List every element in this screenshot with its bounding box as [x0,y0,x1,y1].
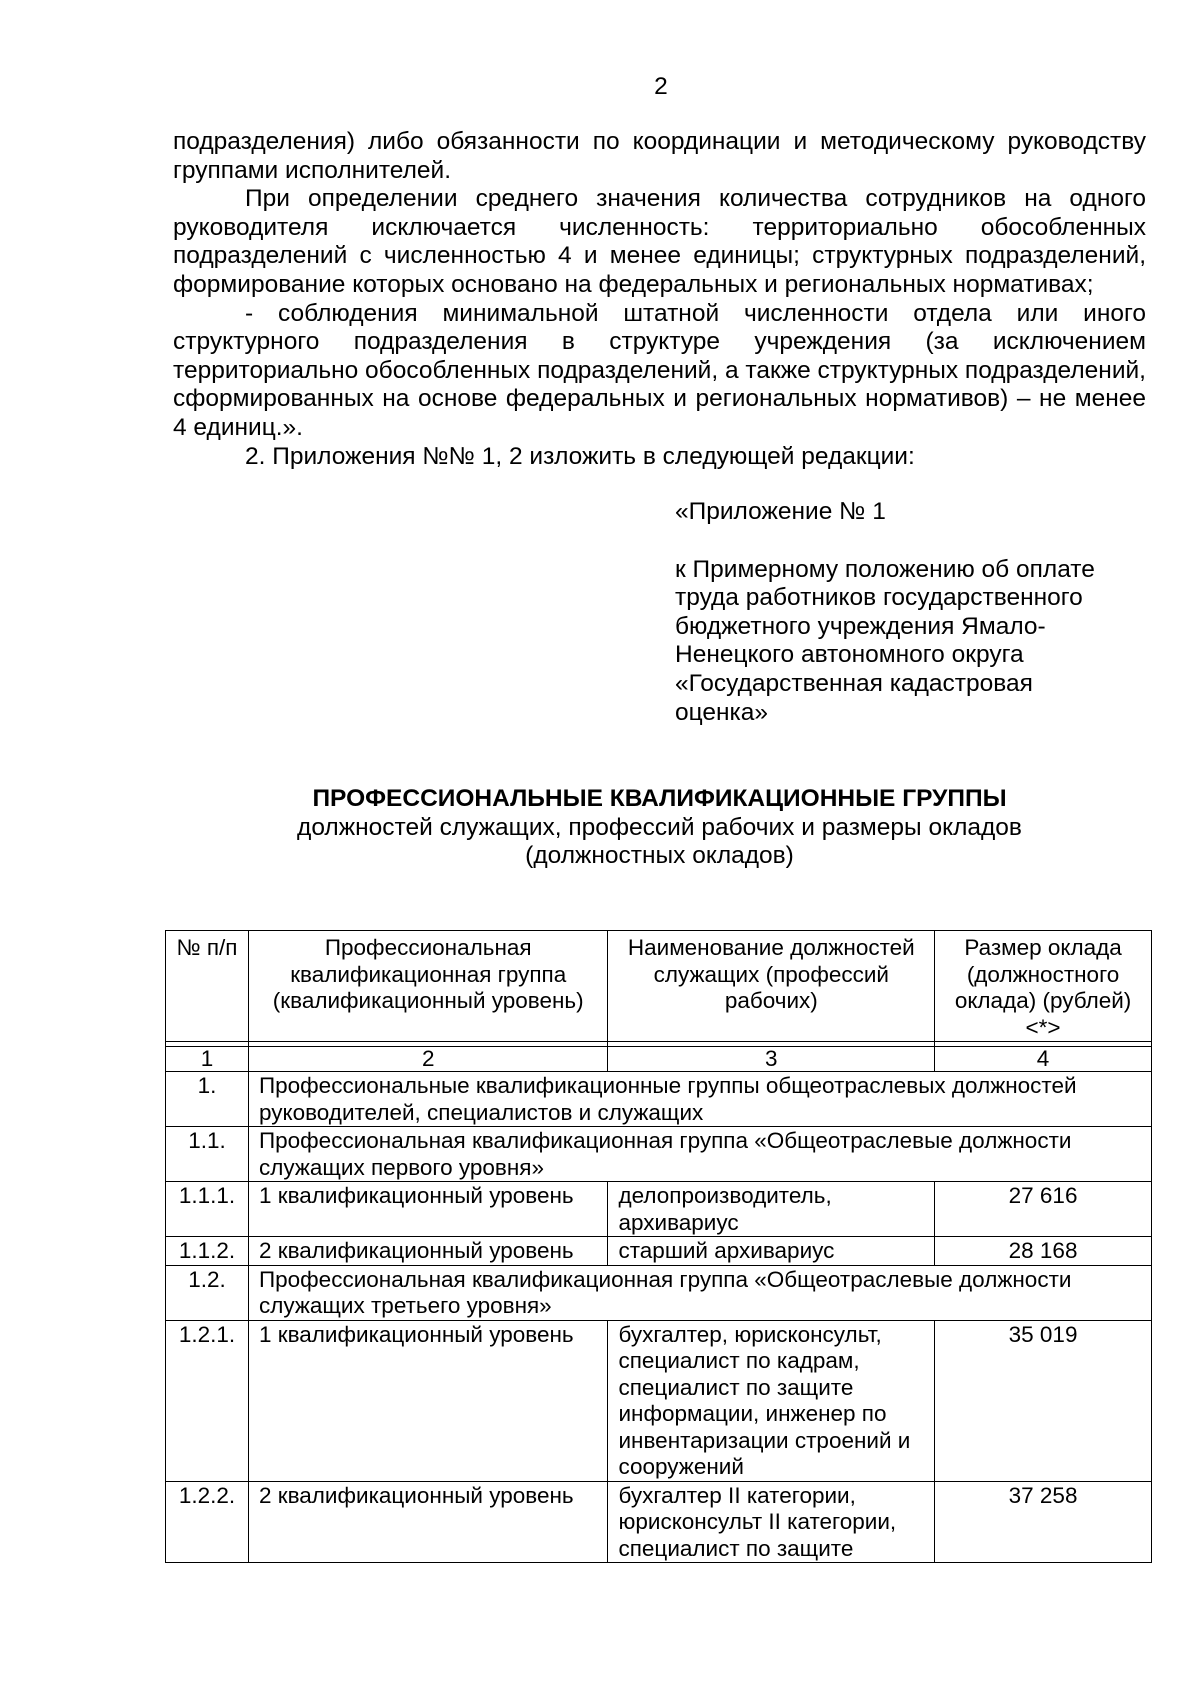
row-positions: старший архивариус [608,1237,935,1266]
row-level: 2 квалификационный уровень [248,1481,608,1563]
row-number: 1.2. [166,1265,249,1320]
row-salary: 27 616 [935,1182,1152,1237]
row-group-title: Профессиональная квалификационная группа «Общеотраслевые должности служащих третьего уровня» [248,1265,1151,1320]
row-number: 1. [166,1072,249,1127]
table-header-row [166,931,1152,1042]
table-row [166,1237,1152,1266]
salary-table [165,930,1152,1563]
annex-line: труда работников государственного [675,584,1083,612]
paragraph-continuation: подразделения) либо обязанности по координации и методическому руководству группами исполнителей. [173,128,1146,184]
row-positions: бухгалтер, юрисконсульт, специалист по кадрам, специалист по защите информации, инженер по инвентаризации строений и сооружений [608,1320,935,1481]
annex-line: оценка» [675,698,769,726]
paragraph-minimum-staff: - соблюдения минимальной штатной численности отдела или иного структурного подразделения в структуре учреждения (за исключением территориально обособленных подразделений, а также структурных подразделений, сформированных на основе федеральных и региональных нормативов) – не менее 4 единиц.». [173,299,1146,441]
heading-title: ПРОФЕССИОНАЛЬНЫЕ КВАЛИФИКАЦИОННЫЕ ГРУППЫ [312,785,1007,812]
header-positions: Наименование должностей служащих (профессий рабочих) [608,931,935,1042]
row-salary: 35 019 [935,1320,1152,1481]
table-row [166,1182,1152,1237]
column-number-row [166,1047,1152,1072]
annex-line: «Государственная кадастровая [675,669,1033,697]
row-number: 1.1. [166,1127,249,1182]
table-row [166,1481,1152,1563]
header-salary: Размер оклада (должностного оклада) (рублей) <*> [935,931,1152,1042]
annex-line: бюджетного учреждения Ямало- [675,612,1046,640]
row-group-title: Профессиональная квалификационная группа «Общеотраслевые должности служащих первого уровня» [248,1127,1151,1182]
annex-label: «Приложение № 1 [675,498,886,525]
row-number: 1.2.2. [166,1481,249,1563]
heading-subtitle: должностей служащих, профессий рабочих и размеры окладов [297,813,1022,841]
row-number: 1.1.1. [166,1182,249,1237]
body-text [173,128,1146,471]
annex-gap [675,527,1155,556]
document-heading [173,785,1146,871]
paragraph-annex-instruction: 2. Приложения №№ 1, 2 изложить в следующей редакции: [245,442,915,470]
column-number: 1 [166,1047,249,1072]
row-group-title: Профессиональные квалификационные группы общеотраслевых должностей руководителей, специалистов и служащих [248,1072,1151,1127]
table-row [166,1072,1152,1127]
annex-line: Ненецкого автономного округа [675,641,1024,669]
row-number: 1.2.1. [166,1320,249,1481]
table-row [166,1265,1152,1320]
column-number: 3 [608,1047,935,1072]
row-level: 1 квалификационный уровень [248,1320,608,1481]
row-salary: 28 168 [935,1237,1152,1266]
page-number: 2 [654,73,668,100]
column-number: 4 [935,1047,1152,1072]
row-salary: 37 258 [935,1481,1152,1563]
annex-line: к Примерному положению об оплате [675,555,1095,583]
annex-block [675,498,1155,727]
heading-subtitle: (должностных окладов) [525,842,794,870]
header-group: Профессиональная квалификационная группа (квалификационный уровень) [248,931,608,1042]
row-level: 1 квалификационный уровень [248,1182,608,1237]
row-positions: бухгалтер II категории, юрисконсульт II категории, специалист по защите [608,1481,935,1563]
table-row [166,1127,1152,1182]
row-level: 2 квалификационный уровень [248,1237,608,1266]
row-positions: делопроизводитель, архивариус [608,1182,935,1237]
paragraph-headcount: При определении среднего значения количества сотрудников на одного руководителя исключается численность: территориально обособленных подразделений с численностью 4 и менее единицы; структурных подразделений, формирование которых основано на федеральных и региональных нормативах; [173,185,1146,298]
row-number: 1.1.2. [166,1237,249,1266]
column-number: 2 [248,1047,608,1072]
table-row [166,1320,1152,1481]
header-number: № п/п [166,931,249,1042]
